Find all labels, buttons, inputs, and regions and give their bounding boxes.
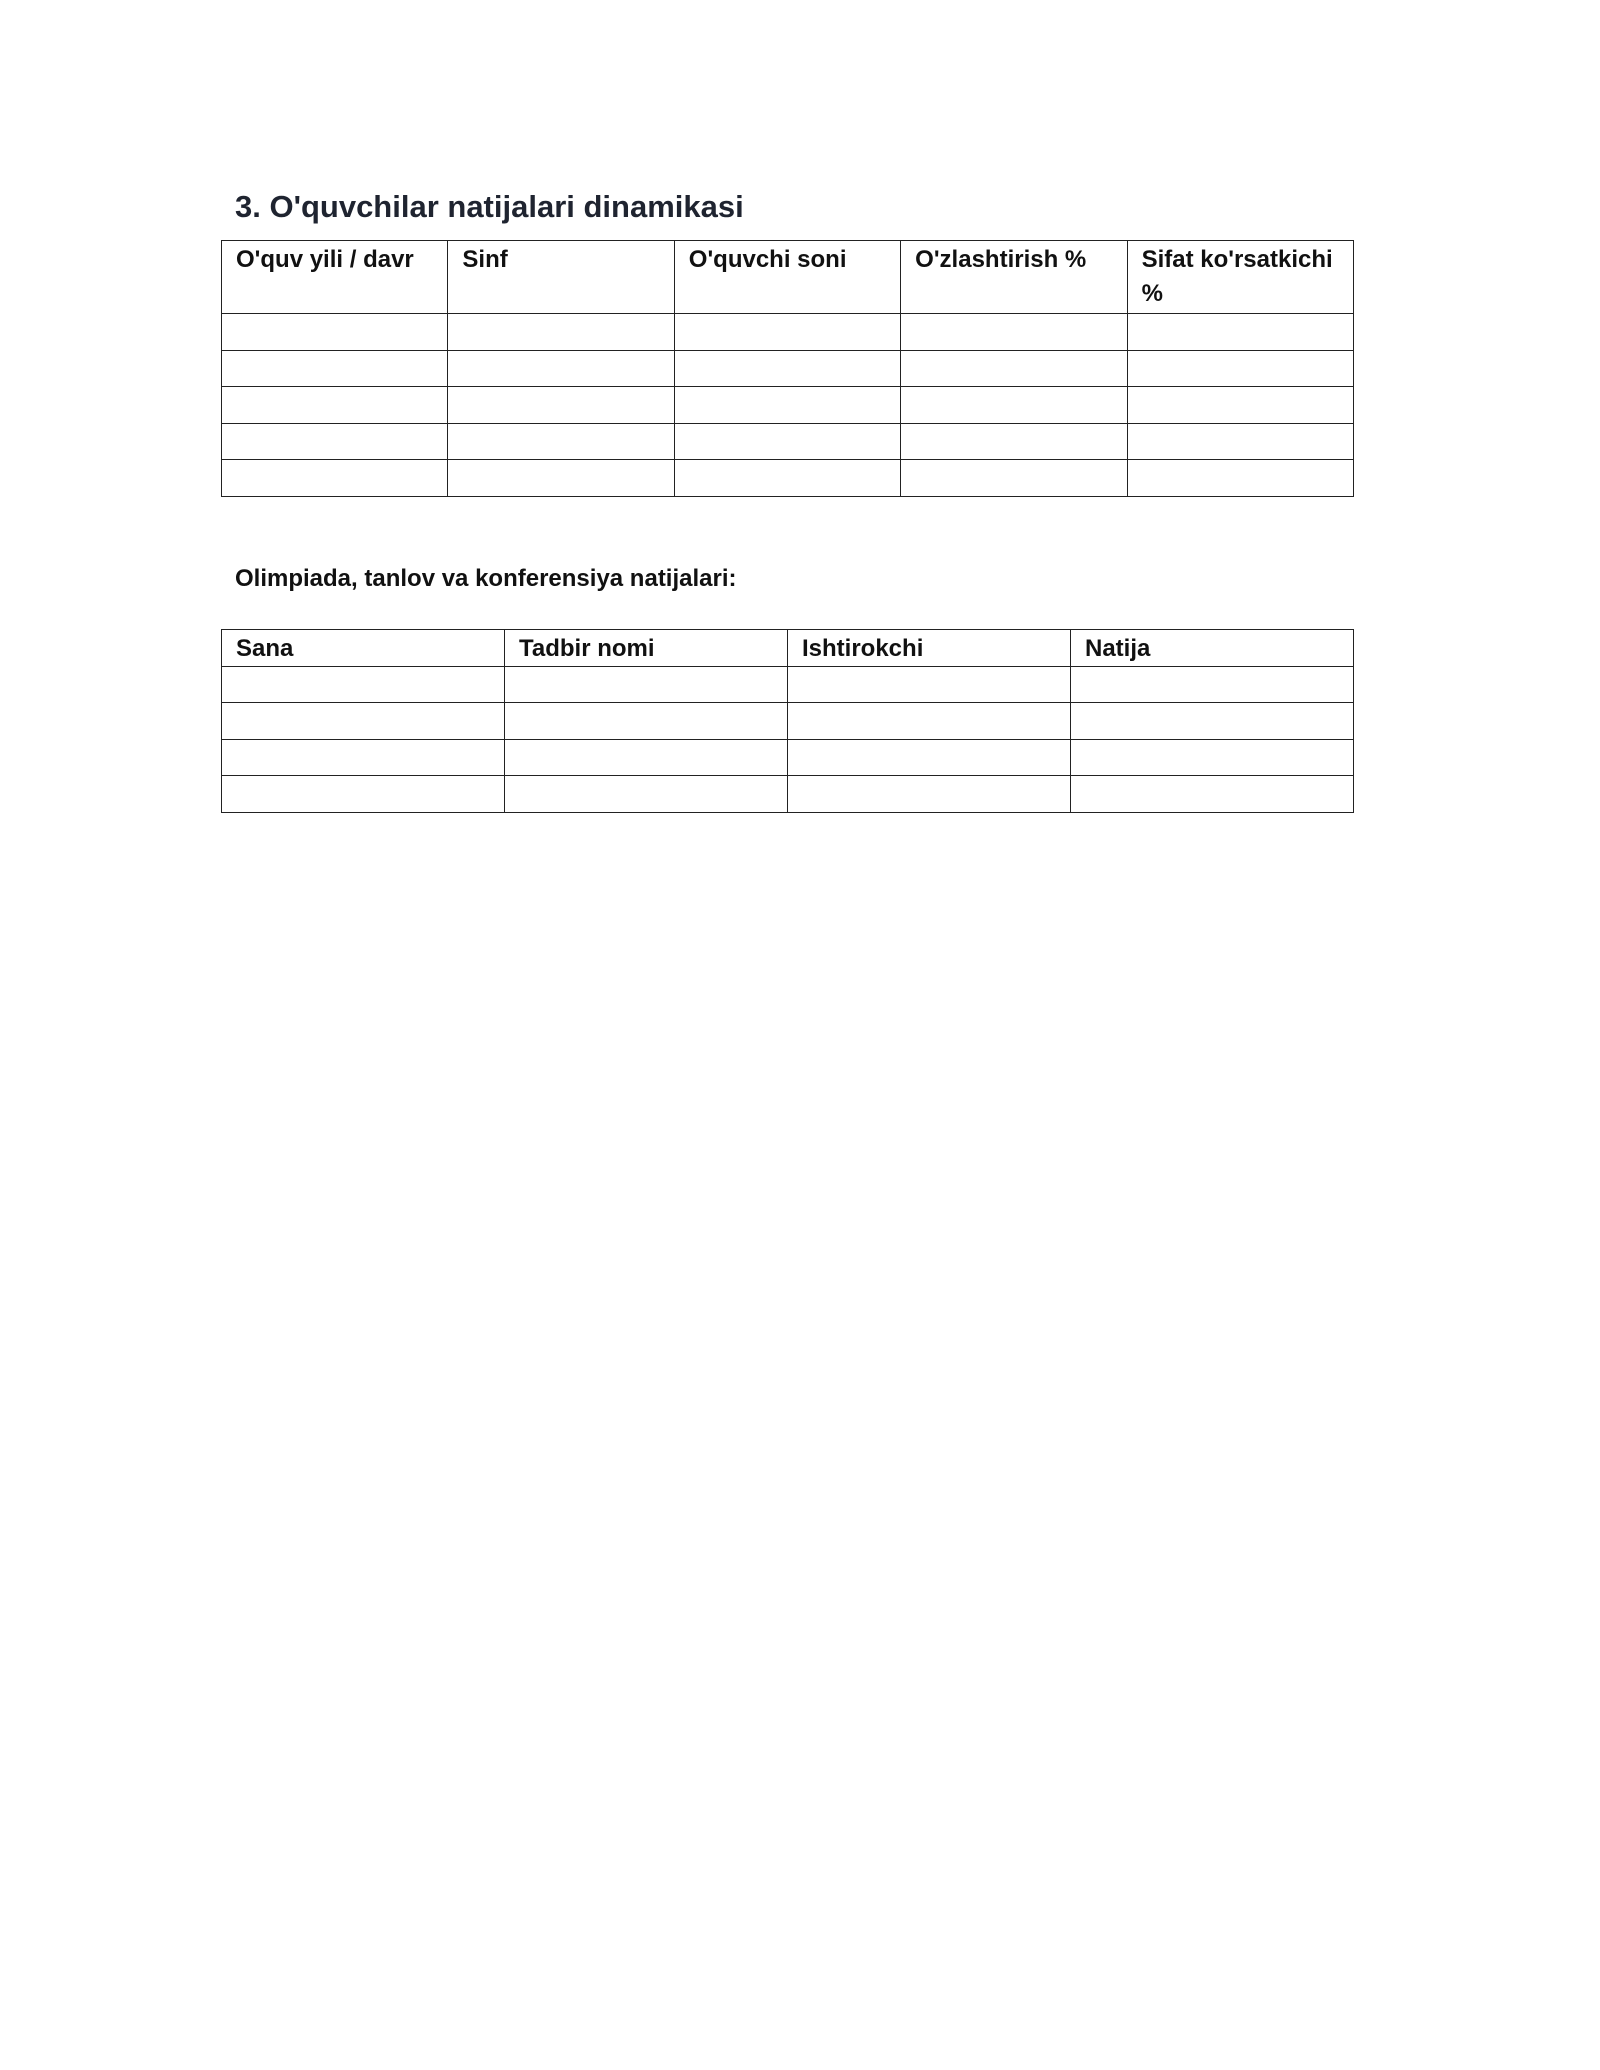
table-cell[interactable] xyxy=(674,314,900,351)
table-cell[interactable] xyxy=(901,350,1127,387)
table-cell[interactable] xyxy=(505,703,788,740)
table-cell[interactable] xyxy=(788,666,1071,703)
table-cell[interactable] xyxy=(222,776,505,813)
table-cell[interactable] xyxy=(222,314,448,351)
table-cell[interactable] xyxy=(1071,703,1354,740)
table-cell[interactable] xyxy=(448,314,674,351)
table-row xyxy=(222,460,1354,497)
column-header-mastery-percent: O'zlashtirish % xyxy=(901,241,1127,314)
table-cell[interactable] xyxy=(901,314,1127,351)
table-cell[interactable] xyxy=(1127,460,1353,497)
table-cell[interactable] xyxy=(448,460,674,497)
column-header-result: Natija xyxy=(1071,630,1354,667)
table-row xyxy=(222,423,1354,460)
table-cell[interactable] xyxy=(222,423,448,460)
table-row xyxy=(222,703,1354,740)
column-header-student-count: O'quvchi soni xyxy=(674,241,900,314)
table-row xyxy=(222,776,1354,813)
table-cell[interactable] xyxy=(505,739,788,776)
table-row xyxy=(222,314,1354,351)
table-cell[interactable] xyxy=(505,776,788,813)
table-cell[interactable] xyxy=(222,350,448,387)
table-cell[interactable] xyxy=(788,776,1071,813)
section-title: 3. O'quvchilar natijalari dinamikasi xyxy=(235,189,744,224)
table-cell[interactable] xyxy=(1127,387,1353,424)
table-cell[interactable] xyxy=(505,666,788,703)
table-cell[interactable] xyxy=(222,460,448,497)
table-cell[interactable] xyxy=(788,703,1071,740)
table-cell[interactable] xyxy=(901,460,1127,497)
table-cell[interactable] xyxy=(448,423,674,460)
table-row xyxy=(222,739,1354,776)
table-cell[interactable] xyxy=(222,666,505,703)
table-cell[interactable] xyxy=(674,460,900,497)
table-row xyxy=(222,350,1354,387)
table-header-row xyxy=(222,630,1354,667)
table-cell[interactable] xyxy=(1071,776,1354,813)
table-cell[interactable] xyxy=(1127,350,1353,387)
table-cell[interactable] xyxy=(1127,423,1353,460)
table-cell[interactable] xyxy=(674,423,900,460)
table-cell[interactable] xyxy=(788,739,1071,776)
results-dynamics-table xyxy=(221,240,1354,497)
table-cell[interactable] xyxy=(674,387,900,424)
column-header-date: Sana xyxy=(222,630,505,667)
column-header-quality-percent: Sifat ko'rsatkichi % xyxy=(1127,241,1353,314)
table-cell[interactable] xyxy=(448,387,674,424)
column-header-participant: Ishtirokchi xyxy=(788,630,1071,667)
table-cell[interactable] xyxy=(1071,739,1354,776)
column-header-event-name: Tadbir nomi xyxy=(505,630,788,667)
table-cell[interactable] xyxy=(1071,666,1354,703)
table-cell[interactable] xyxy=(901,423,1127,460)
table-cell[interactable] xyxy=(222,739,505,776)
table-cell[interactable] xyxy=(222,387,448,424)
table-cell[interactable] xyxy=(222,703,505,740)
table-cell[interactable] xyxy=(674,350,900,387)
table-row xyxy=(222,666,1354,703)
column-header-academic-year: O'quv yili / davr xyxy=(222,241,448,314)
table-cell[interactable] xyxy=(448,350,674,387)
events-results-table xyxy=(221,629,1354,813)
table-header-row xyxy=(222,241,1354,314)
table-cell[interactable] xyxy=(901,387,1127,424)
column-header-class: Sinf xyxy=(448,241,674,314)
events-heading: Olimpiada, tanlov va konferensiya natijalari: xyxy=(235,565,737,592)
table-row xyxy=(222,387,1354,424)
table-cell[interactable] xyxy=(1127,314,1353,351)
